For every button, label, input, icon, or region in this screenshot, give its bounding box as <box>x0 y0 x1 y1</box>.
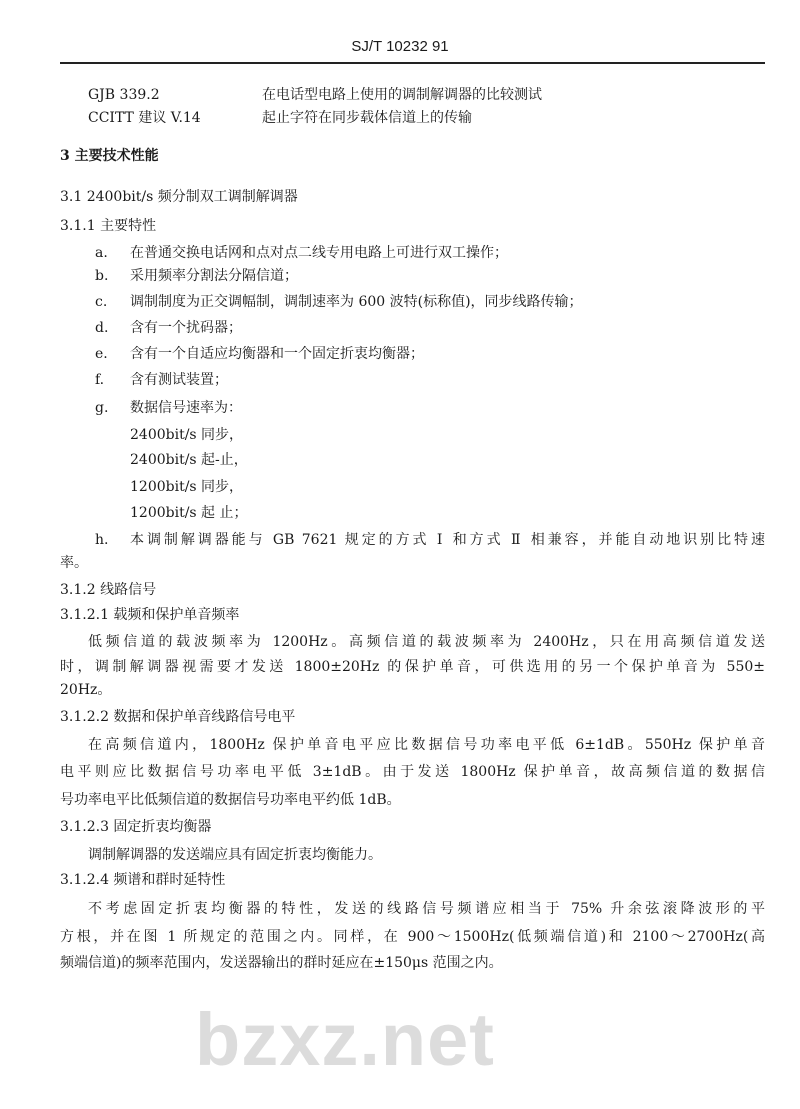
list-item-text: 含有一个扰码器； <box>130 320 242 336</box>
section-heading: 3.1.2.2 数据和保护单音线路信号电平 <box>60 709 296 725</box>
list-item-text: 率。 <box>60 555 88 571</box>
rate-line: 2400bit/s 同步， <box>130 427 244 443</box>
paragraph-line: 时，调制解调器视需要才发送 1800±20Hz 的保护单音，可供选用的另一个保护单音为 550± <box>60 659 765 675</box>
rate-line: 1200bit/s 起 止； <box>130 505 248 521</box>
list-item-label: e. <box>95 346 108 362</box>
list-item-label: c. <box>95 294 108 310</box>
paragraph-line: 在高频信道内，1800Hz 保护单音电平应比数据信号功率电平低 6±1dB。550Hz 保护单音 <box>88 737 765 753</box>
rate-line: 2400bit/s 起-止， <box>130 452 248 468</box>
paragraph-line: 调制解调器的发送端应具有固定折衷均衡能力。 <box>88 847 382 863</box>
section-heading: 3.1 2400bit/s 频分制双工调制解调器 <box>60 189 298 205</box>
paragraph-line: 低频信道的载波频率为 1200Hz。高频信道的载波频率为 2400Hz，只在用高频信道发送 <box>88 634 765 650</box>
list-item-label: d. <box>95 320 109 336</box>
list-item-label: h. <box>95 532 109 548</box>
section-heading: 3 主要技术性能 <box>60 148 159 164</box>
list-item-text: 采用频率分割法分隔信道； <box>130 268 298 284</box>
list-item-label: f. <box>95 372 105 388</box>
section-heading: 3.1.2 线路信号 <box>60 582 157 598</box>
paragraph-line: 不考虑固定折衷均衡器的特性，发送的线路信号频谱应相当于 75% 升余弦滚降波形的平 <box>88 901 765 917</box>
rate-line: 1200bit/s 同步， <box>130 479 244 495</box>
list-item-label: b. <box>95 268 109 284</box>
list-item-text: 含有测试装置； <box>130 372 228 388</box>
list-item-text: 本调制解调器能与 GB 7621 规定的方式 Ⅰ 和方式 Ⅱ 相兼容，并能自动地识别比特速 <box>130 532 765 548</box>
list-item-text: 含有一个自适应均衡器和一个固定折衷均衡器； <box>130 346 424 362</box>
reference-code: GJB 339.2 <box>88 87 160 103</box>
paragraph-line: 频端信道)的频率范围内，发送器输出的群时延应在±150μs 范围之内。 <box>60 955 503 971</box>
paragraph-line: 20Hz。 <box>60 682 112 698</box>
list-item-text: 调制制度为正交调幅制，调制速率为 600 波特(标称值)，同步线路传输； <box>130 294 583 310</box>
watermark: bzxz.net <box>195 998 495 1081</box>
section-heading: 3.1.2.1 载频和保护单音频率 <box>60 607 240 623</box>
section-heading: 3.1.1 主要特性 <box>60 218 157 234</box>
reference-title: 在电话型电路上使用的调制解调器的比较测试 <box>262 87 542 103</box>
section-heading: 3.1.2.4 频谱和群时延特性 <box>60 872 226 888</box>
paragraph-line: 方根，并在图 1 所规定的范围之内。同样，在 900～1500Hz(低频端信道)和 2100～2700Hz(高 <box>60 929 765 945</box>
reference-title: 起止字符在同步载体信道上的传输 <box>262 110 472 126</box>
section-heading: 3.1.2.3 固定折衷均衡器 <box>60 819 212 835</box>
header-rule <box>60 62 765 64</box>
reference-code: CCITT 建议 V.14 <box>88 110 201 126</box>
list-item-text: 数据信号速率为： <box>130 400 242 416</box>
paragraph-line: 电平则应比数据信号功率电平低 3±1dB。由于发送 1800Hz 保护单音，故高频信道的数据信 <box>60 764 765 780</box>
standard-number-header: SJ/T 10232 91 <box>351 38 449 55</box>
list-item-text: 在普通交换电话网和点对点二线专用电路上可进行双工操作； <box>130 245 508 261</box>
list-item-label: a. <box>95 245 108 261</box>
list-item-label: g. <box>95 400 109 416</box>
paragraph-line: 号功率电平比低频信道的数据信号功率电平约低 1dB。 <box>60 792 401 808</box>
